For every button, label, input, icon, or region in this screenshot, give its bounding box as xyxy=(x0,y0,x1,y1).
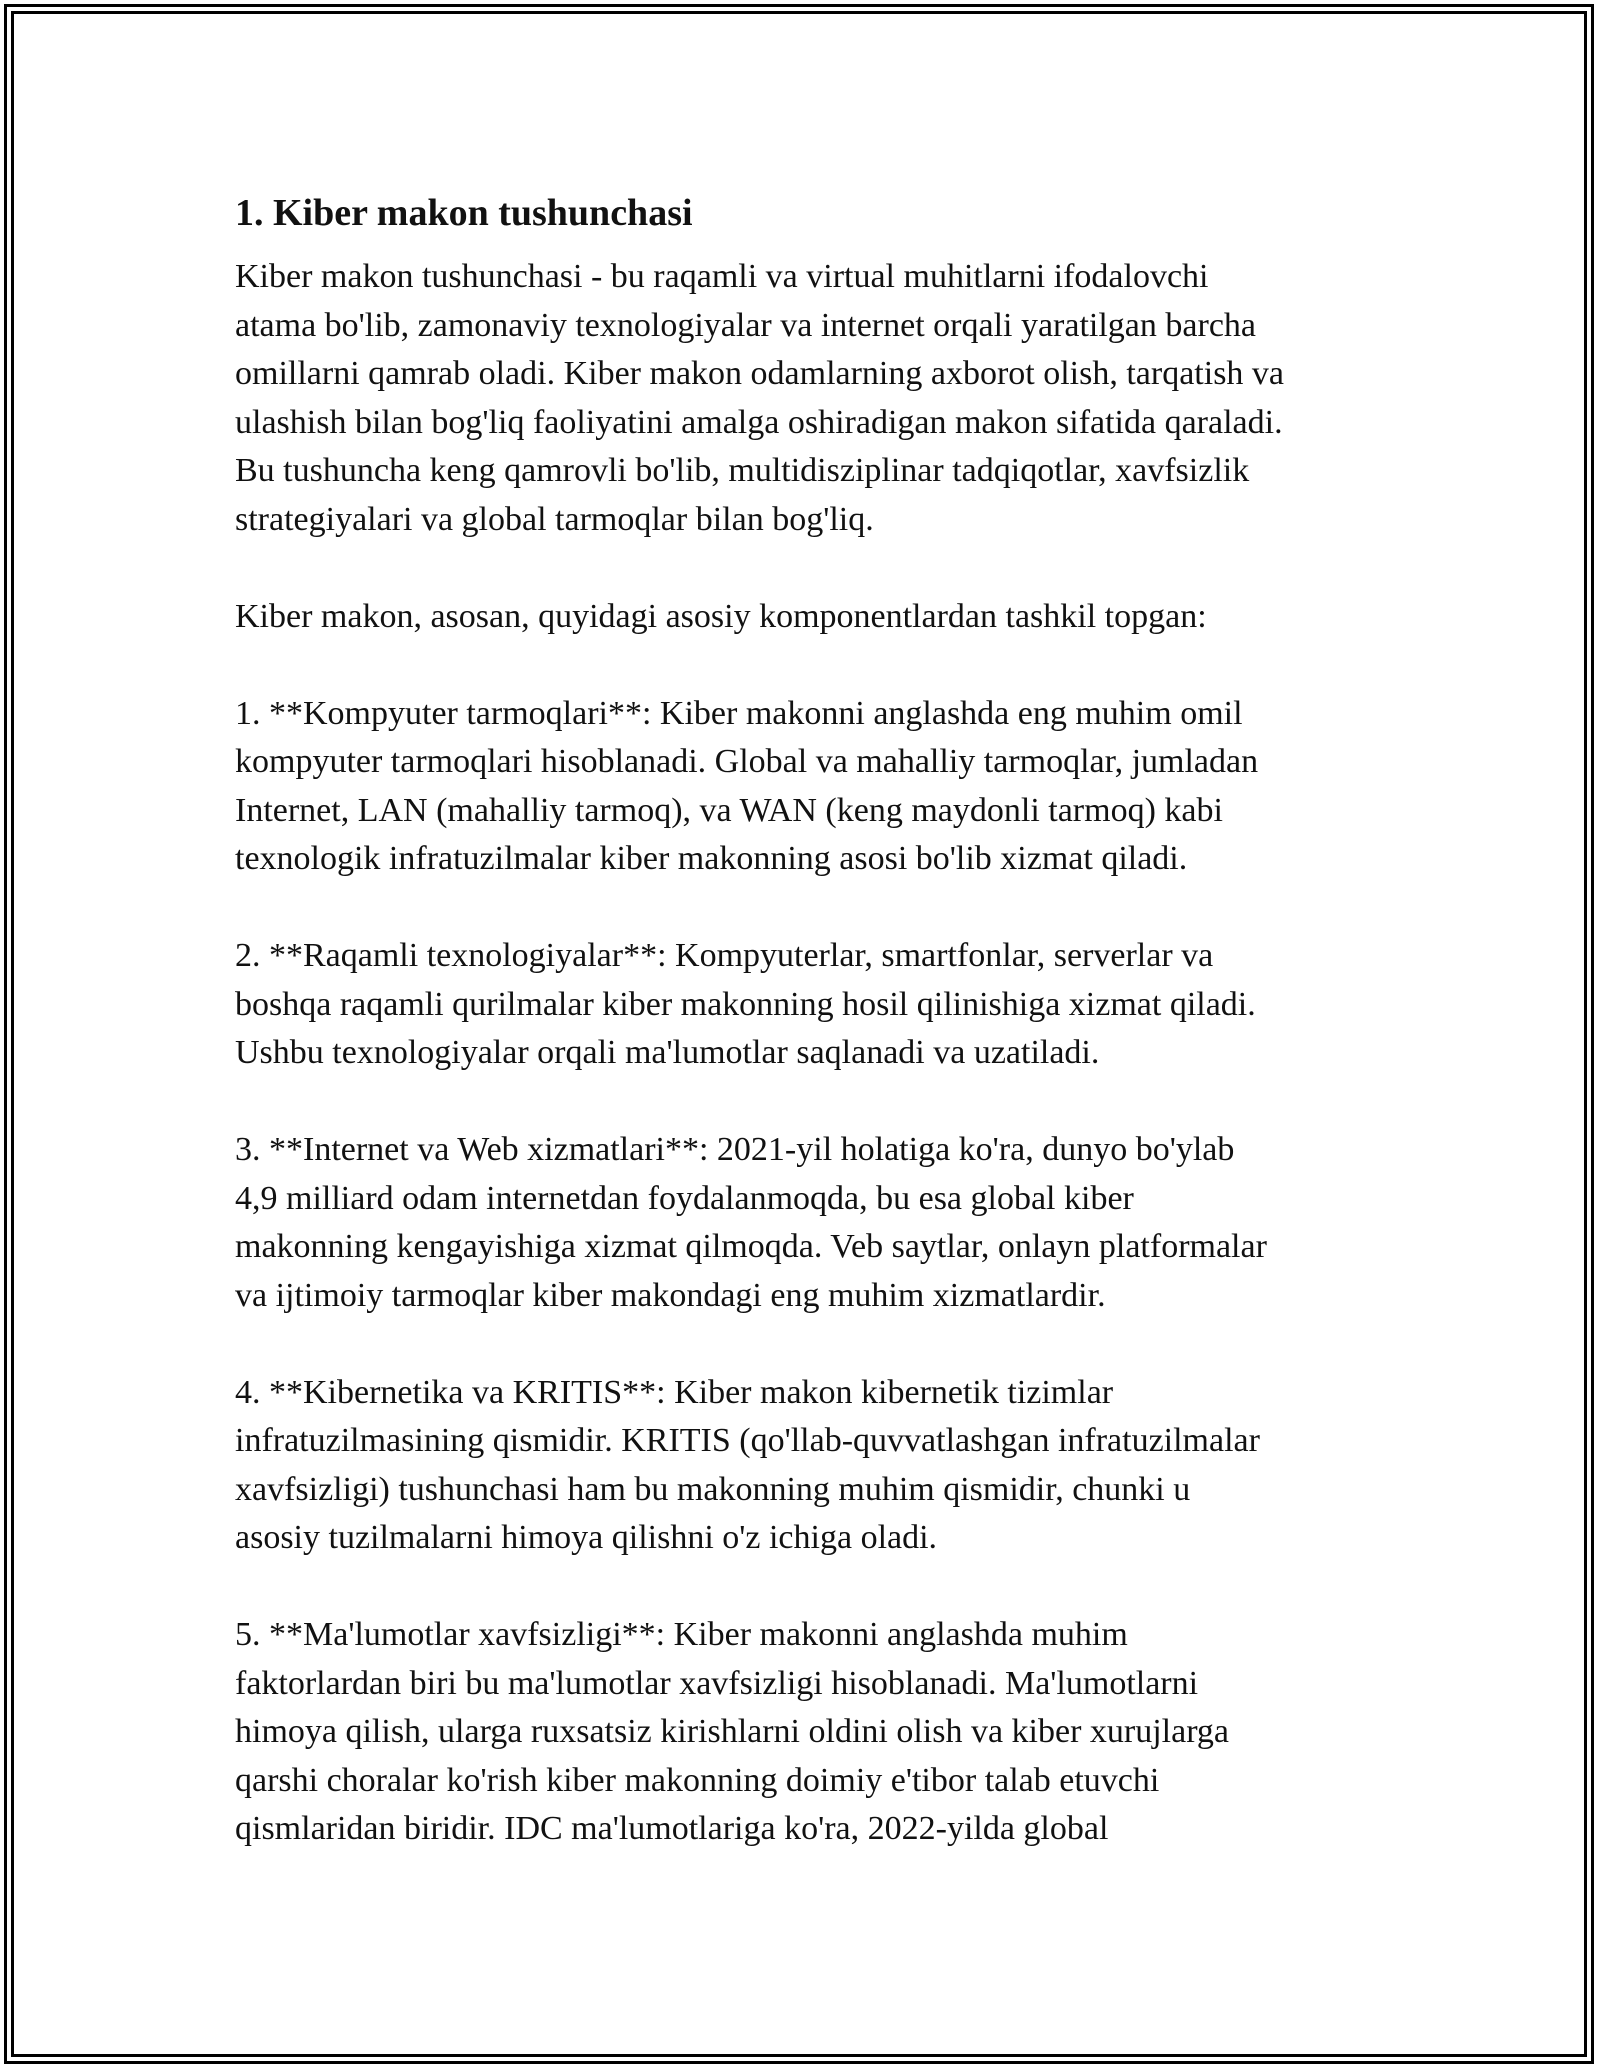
components-intro-paragraph xyxy=(235,593,1375,642)
text-line: Kiber makon, asosan, quyidagi asosiy komponentlardan tashkil topgan: xyxy=(235,597,1207,635)
text-line: strategiyalari va global tarmoqlar bilan bog'liq. xyxy=(235,500,874,538)
text-line: makonning kengayishiga xizmat qilmoqda. Veb saytlar, onlayn platformalar xyxy=(235,1228,1267,1265)
text-line: asosiy tuzilmalarni himoya qilishni o'z ichiga oladi. xyxy=(235,1519,938,1556)
text-line: texnologik infratuzilmalar kiber makonning asosi bo'lib xizmat qiladi. xyxy=(235,840,1188,877)
text-line: 4. **Kibernetika va KRITIS**: Kiber makon kibernetik tizimlar xyxy=(235,1373,1114,1411)
list-item-paragraph xyxy=(235,690,1375,884)
text-line: Ushbu texnologiyalar orqali ma'lumotlar saqlanadi va uzatiladi. xyxy=(235,1034,1100,1071)
text-line: 5. **Ma'lumotlar xavfsizligi**: Kiber makonni anglashda muhim xyxy=(235,1616,1128,1653)
list-item-paragraph xyxy=(235,1611,1375,1854)
text-line: himoya qilish, ularga ruxsatsiz kirishlarni oldini olish va kiber xurujlarga xyxy=(235,1713,1230,1750)
text-line: 4,9 milliard odam internetdan foydalanmoqda, bu esa global kiber xyxy=(235,1179,1134,1217)
text-line: infratuzilmasining qismidir. KRITIS (qo'llab-quvvatlashgan infratuzilmalar xyxy=(235,1422,1260,1459)
text-line: faktorlardan biri bu ma'lumotlar xavfsizligi hisoblanadi. Ma'lumotlarni xyxy=(235,1664,1199,1702)
text-line: atama bo'lib, zamonaviy texnologiyalar va internet orqali yaratilgan barcha xyxy=(235,306,1256,344)
list-item-paragraph xyxy=(235,932,1375,1078)
text-line: omillarni qamrab oladi. Kiber makon odamlarning axborot olish, tarqatish va xyxy=(235,355,1285,392)
intro-paragraph xyxy=(235,253,1375,544)
text-line: qismlaridan biridir. IDC ma'lumotlariga ko'ra, 2022-yilda global xyxy=(235,1810,1109,1847)
text-line: kompyuter tarmoqlari hisoblanadi. Global va mahalliy tarmoqlar, jumladan xyxy=(235,743,1259,780)
text-line: Bu tushuncha keng qamrovli bo'lib, multidisziplinar tadqiqotlar, xavfsizlik xyxy=(235,452,1250,489)
document-body xyxy=(235,185,1375,1902)
text-line: xavfsizligi) tushunchasi ham bu makonning muhim qismidir, chunki u xyxy=(235,1470,1191,1508)
text-line: va ijtimoiy tarmoqlar kiber makondagi eng muhim xizmatlardir. xyxy=(235,1276,1106,1314)
section-heading: 1. Kiber makon tushunchasi xyxy=(235,192,693,234)
text-line: boshqa raqamli qurilmalar kiber makonning hosil qilinishiga xizmat qiladi. xyxy=(235,985,1256,1023)
text-line: ulashish bilan bog'liq faoliyatini amalga oshiradigan makon sifatida qaraladi. xyxy=(235,403,1283,441)
text-line: 3. **Internet va Web xizmatlari**: 2021-yil holatiga ko'ra, dunyo bo'ylab xyxy=(235,1131,1235,1168)
text-line: Internet, LAN (mahalliy tarmoq), va WAN (keng maydonli tarmoq) kabi xyxy=(235,791,1223,829)
text-line: qarshi choralar ko'rish kiber makonning doimiy e'tibor talab etuvchi xyxy=(235,1761,1160,1799)
list-item-paragraph xyxy=(235,1126,1375,1320)
text-line: 2. **Raqamli texnologiyalar**: Kompyuterlar, smartfonlar, serverlar va xyxy=(235,937,1214,974)
text-line: 1. **Kompyuter tarmoqlari**: Kiber makonni anglashda eng muhim omil xyxy=(235,694,1243,732)
list-item-paragraph xyxy=(235,1369,1375,1563)
text-line: Kiber makon tushunchasi - bu raqamli va virtual muhitlarni ifodalovchi xyxy=(235,258,1209,295)
